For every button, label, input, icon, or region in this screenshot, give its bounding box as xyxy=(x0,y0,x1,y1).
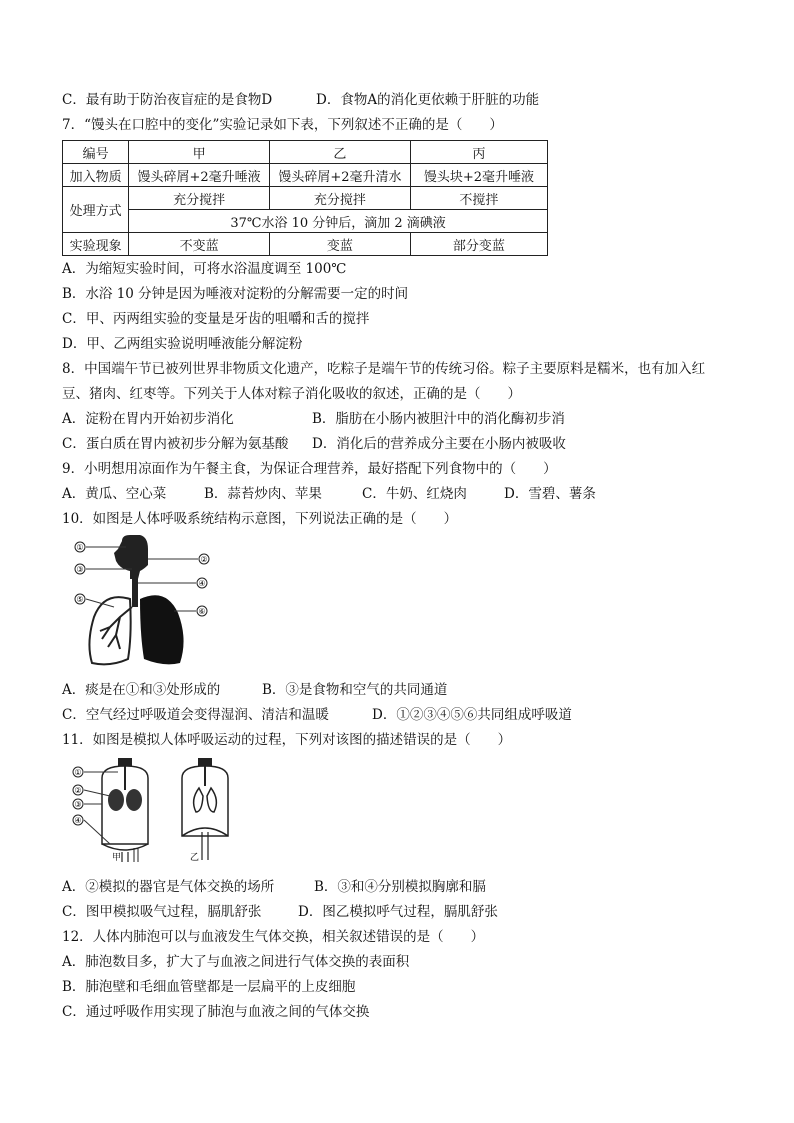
q7-option-a: A．为缩短实验时间，可将水浴温度调至 100℃ xyxy=(62,261,347,277)
balloon-a-right xyxy=(126,789,142,811)
breathing-model-figure xyxy=(70,756,742,872)
model-label-1 xyxy=(73,767,83,777)
q7-stem: 7．“馒头在口腔中的变化”实验记录如下表，下列叙述不正确的是（ ） xyxy=(62,117,503,133)
q8-options-row1 xyxy=(62,407,742,432)
breathing-model-diagram xyxy=(70,756,240,868)
svg-text:①: ① xyxy=(76,543,84,552)
figure-label-b: 乙 xyxy=(190,853,200,863)
q10-option-a: A．痰是在①和③处形成的 xyxy=(62,682,221,698)
cell-stir-b: 充分搅拌 xyxy=(270,187,411,210)
q9-option-d: D．雪碧、薯条 xyxy=(504,486,596,502)
q10-option-b: B．③是食物和空气的共同通道 xyxy=(262,682,448,698)
q8-option-c: C．蛋白质在胃内被初步分解为氨基酸 xyxy=(62,436,289,452)
row-label-result: 实验现象 xyxy=(63,233,129,256)
q10-option-d: D．①②③④⑤⑥共同组成呼吸道 xyxy=(372,707,572,723)
q7-option-b: B．水浴 10 分钟是因为唾液对淀粉的分解需要一定的时间 xyxy=(62,286,409,302)
q9-option-b: B．蒜苔炒肉、苹果 xyxy=(204,486,322,502)
col-header-b: 乙 xyxy=(270,141,411,164)
lung-left-shape xyxy=(89,597,130,664)
q9-stem: 9．小明想用凉面作为午餐主食，为保证合理营养，最好搭配下列食物中的（ ） xyxy=(62,461,557,477)
model-label-4 xyxy=(73,815,83,825)
model-label-2 xyxy=(73,785,83,795)
table-row xyxy=(63,187,548,210)
q7-experiment-table xyxy=(62,140,548,256)
row-label-treat: 处理方式 xyxy=(63,187,129,233)
q8-options-row2 xyxy=(62,432,742,457)
q6-option-c: C．最有助于防治夜盲症的是食物D xyxy=(62,92,273,108)
table-row xyxy=(63,141,548,164)
diagram-label-5 xyxy=(75,594,85,604)
q8-option-a: A．淀粉在胃内开始初步消化 xyxy=(62,411,234,427)
figure-label-a: 甲 xyxy=(112,853,122,863)
col-header-c: 丙 xyxy=(410,141,547,164)
cell-bath: 37℃水浴 10 分钟后，滴加 2 滴碘液 xyxy=(129,210,548,233)
q11-option-a: A．②模拟的器官是气体交换的场所 xyxy=(62,879,275,895)
q9-options xyxy=(62,482,742,507)
svg-text:③: ③ xyxy=(74,800,82,809)
svg-text:⑥: ⑥ xyxy=(198,607,206,616)
balloon-a-left xyxy=(108,789,124,811)
q9-option-c: C．牛奶、红烧肉 xyxy=(362,486,467,502)
col-header-a: 甲 xyxy=(129,141,270,164)
diagram-label-2 xyxy=(199,554,209,564)
table-row xyxy=(63,210,548,233)
table-row xyxy=(63,164,548,187)
diagram-label-3 xyxy=(75,564,85,574)
exam-page xyxy=(62,88,742,1025)
q10-option-c: C．空气经过呼吸道会变得湿润、清洁和温暖 xyxy=(62,707,329,723)
cell-result-b: 变蓝 xyxy=(270,233,411,256)
cell-stir-c: 不搅拌 xyxy=(410,187,547,210)
table-row xyxy=(63,233,548,256)
cell-stir-a: 充分搅拌 xyxy=(129,187,270,210)
q8-stem-line2: 豆、猪肉、红枣等。下列关于人体对粽子消化吸收的叙述，正确的是（ ） xyxy=(62,386,521,402)
q8-stem-line1: 8．中国端午节已被列世界非物质文化遗产，吃粽子是端午节的传统习俗。粽子主要原料是糯米，也有加入红 xyxy=(62,361,706,377)
q12-option-c: C．通过呼吸作用实现了肺泡与血液之间的气体交换 xyxy=(62,1004,370,1020)
diagram-label-1 xyxy=(75,542,85,552)
svg-text:①: ① xyxy=(74,768,82,777)
q8-option-b: B．脂肪在小肠内被胆汁中的消化酶初步消 xyxy=(312,411,565,427)
row-label-add: 加入物质 xyxy=(63,164,129,187)
q11-option-c: C．图甲模拟吸气过程，膈肌舒张 xyxy=(62,904,262,920)
q11-option-b: B．③和④分别模拟胸廓和膈 xyxy=(314,879,486,895)
cell-add-b: 馒头碎屑+2毫升清水 xyxy=(270,164,411,187)
q12-stem: 12．人体内肺泡可以与血液发生气体交换，相关叙述错误的是（ ） xyxy=(62,929,485,945)
lung-right-shape xyxy=(140,595,184,664)
q10-options-row2 xyxy=(62,703,742,728)
respiratory-system-figure xyxy=(70,535,742,675)
balloon-b-left xyxy=(194,788,203,812)
svg-text:②: ② xyxy=(200,555,208,564)
cell-result-a: 不变蓝 xyxy=(129,233,270,256)
svg-text:③: ③ xyxy=(76,565,84,574)
cell-add-a: 馒头碎屑+2毫升唾液 xyxy=(129,164,270,187)
balloon-b-right xyxy=(207,788,216,812)
trachea-shape xyxy=(132,579,138,607)
q12-option-b: B．肺泡壁和毛细血管壁都是一层扁平的上皮细胞 xyxy=(62,979,356,995)
q10-stem: 10．如图是人体呼吸系统结构示意图，下列说法正确的是（ ） xyxy=(62,511,458,527)
svg-text:⑤: ⑤ xyxy=(76,595,84,604)
q6-option-d: D．食物A的消化更依赖于肝脏的功能 xyxy=(316,92,540,108)
svg-text:④: ④ xyxy=(74,816,82,825)
model-label-3 xyxy=(73,799,83,809)
q7-option-c: C．甲、丙两组实验的变量是牙齿的咀嚼和舌的搅拌 xyxy=(62,311,370,327)
diagram-label-4 xyxy=(197,578,207,588)
q7-option-d: D．甲、乙两组实验说明唾液能分解淀粉 xyxy=(62,336,303,352)
head-silhouette xyxy=(114,535,148,579)
q8-option-d: D．消化后的营养成分主要在小肠内被吸收 xyxy=(312,436,566,452)
q11-options-row2 xyxy=(62,900,742,925)
respiratory-system-diagram xyxy=(70,535,220,671)
q6-options xyxy=(62,88,742,113)
q9-option-a: A．黄瓜、空心菜 xyxy=(62,486,167,502)
q11-options-row1 xyxy=(62,875,742,900)
q11-stem: 11．如图是模拟人体呼吸运动的过程，下列对该图的描述错误的是（ ） xyxy=(62,732,512,748)
diagram-label-6 xyxy=(197,606,207,616)
svg-text:②: ② xyxy=(74,786,82,795)
q10-options-row1 xyxy=(62,678,742,703)
cell-add-c: 馒头块+2毫升唾液 xyxy=(410,164,547,187)
svg-text:④: ④ xyxy=(198,579,206,588)
row-label-number: 编号 xyxy=(63,141,129,164)
q11-option-d: D．图乙模拟呼气过程，膈肌舒张 xyxy=(298,904,498,920)
cell-result-c: 部分变蓝 xyxy=(410,233,547,256)
q12-option-a: A．肺泡数目多，扩大了与血液之间进行气体交换的表面积 xyxy=(62,954,410,970)
